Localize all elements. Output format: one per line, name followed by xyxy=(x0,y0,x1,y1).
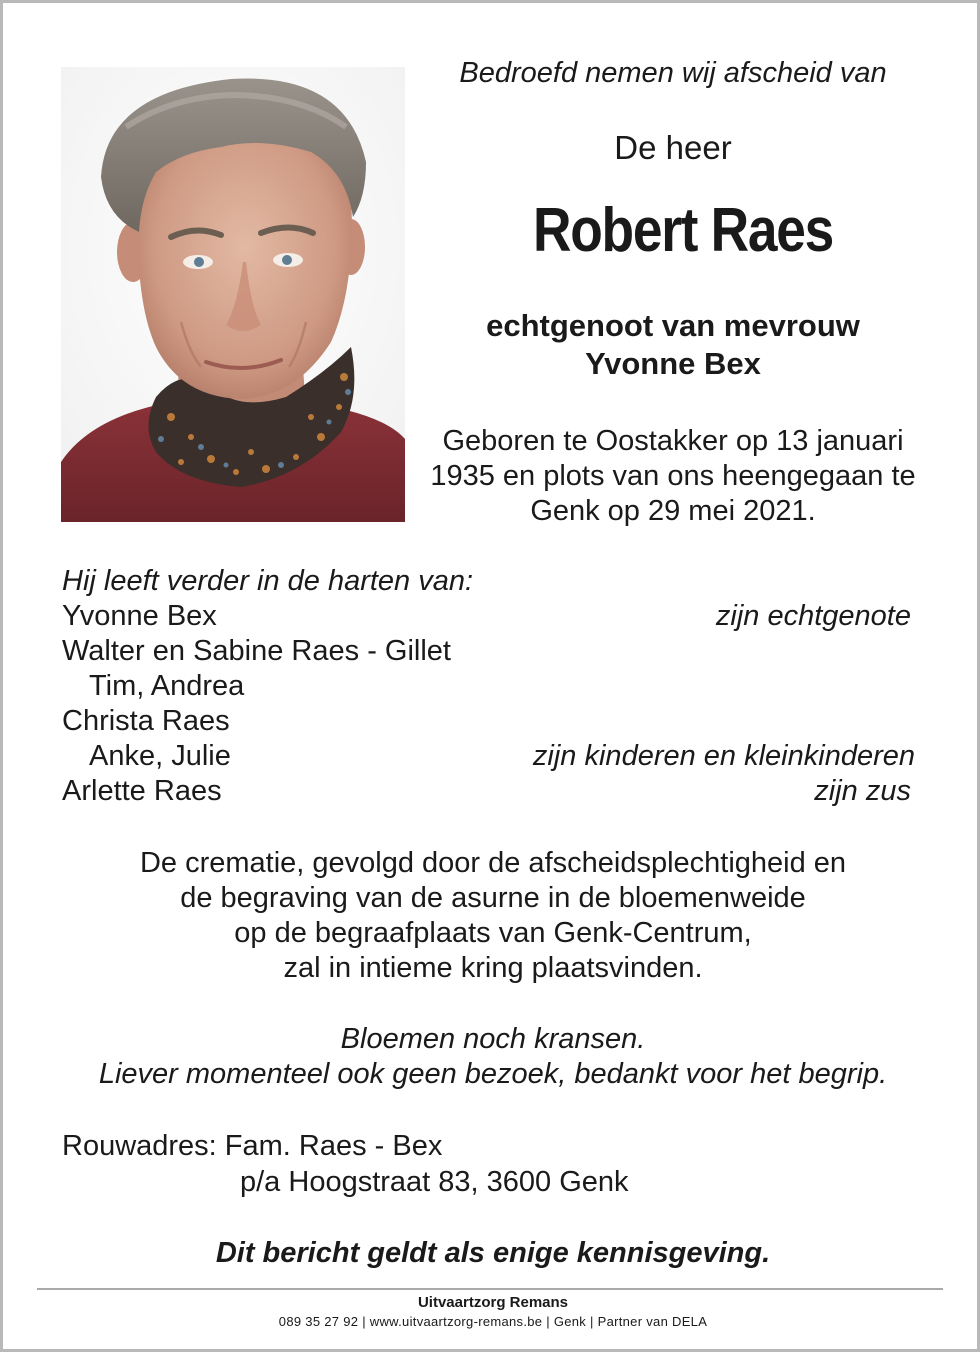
family-member-name: Tim, Andrea xyxy=(89,670,245,702)
family-member-name: Walter en Sabine Raes - Gillet xyxy=(62,635,451,667)
portrait-photo xyxy=(61,67,405,522)
footer-divider xyxy=(37,1288,943,1290)
funeral-company-contact: 089 35 27 92 | www.uitvaartzorg-remans.be | Genk | Partner van DELA xyxy=(278,1314,708,1329)
intro-text: Bedroefd nemen wij afscheid van xyxy=(459,57,887,89)
birth-death-text: Geboren te Oostakker op 13 januari 1935 en plots van ons heengegaan te Genk op 29 mei 2021. xyxy=(430,425,916,527)
family-member-name: Yvonne Bex xyxy=(62,600,217,632)
ceremony-line: zal in intieme kring plaatsvinden. xyxy=(283,952,703,984)
deceased-name: Robert Raes xyxy=(533,196,833,265)
family-member-relation: zijn zus xyxy=(814,775,911,807)
request-line-1: Bloemen noch kransen. xyxy=(340,1023,646,1055)
family-member-relation: zijn echtgenote xyxy=(715,600,911,632)
family-member-name: Christa Raes xyxy=(62,705,230,737)
family-member-name: Arlette Raes xyxy=(62,775,222,807)
family-member-name: Anke, Julie xyxy=(89,740,231,772)
address-line-2: p/a Hoogstraat 83, 3600 Genk xyxy=(240,1166,629,1198)
address-line-1: Rouwadres: Fam. Raes - Bex xyxy=(62,1130,443,1162)
ceremony-line: de begraving van de asurne in de bloemenweide xyxy=(180,882,806,914)
family-heading: Hij leeft verder in de harten van: xyxy=(62,565,474,597)
spouse-line-1: echtgenoot van mevrouw xyxy=(486,308,860,343)
funeral-company-name: Uitvaartzorg Remans xyxy=(417,1294,569,1311)
ceremony-line: op de begraafplaats van Genk-Centrum, xyxy=(234,917,752,949)
spouse-line-2: Yvonne Bex xyxy=(585,346,761,381)
final-notice: Dit bericht geldt als enige kennisgeving. xyxy=(215,1237,771,1269)
ceremony-line: De crematie, gevolgd door de afscheidsplechtigheid en xyxy=(139,847,847,879)
request-line-2: Liever momenteel ook geen bezoek, bedankt voor het begrip. xyxy=(98,1058,888,1090)
honorific-title: De heer xyxy=(614,129,732,166)
family-member-relation: zijn kinderen en kleinkinderen xyxy=(532,740,915,772)
